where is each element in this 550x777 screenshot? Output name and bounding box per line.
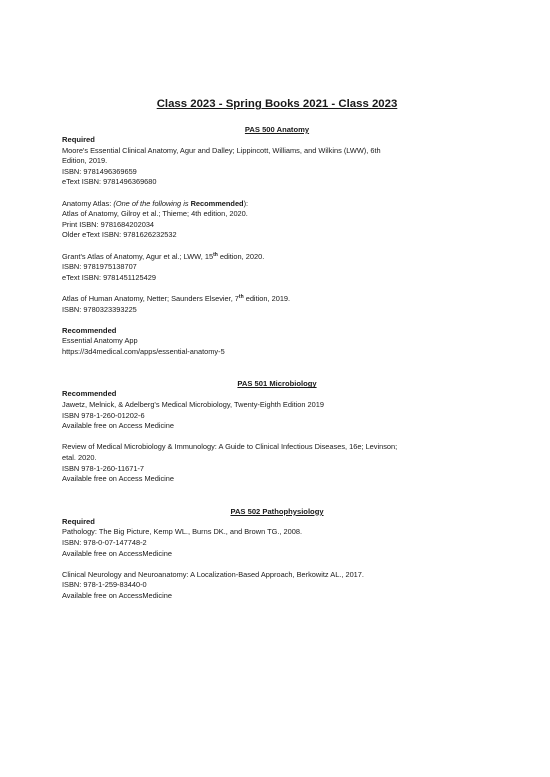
book-entry-text: Review of Medical Microbiology & Immunology: A Guide to Clinical Infectious Diseases, 16e; Levinson; xyxy=(62,442,398,452)
section-pas-502 xyxy=(62,507,492,602)
required-label: Required xyxy=(62,516,95,526)
book-entry-text: Moore's Essential Clinical Anatomy, Agur and Dalley; Lippincott, Williams, and Wilkins (LWW), 6th xyxy=(62,145,381,155)
availability-text: Available free on Access Medicine xyxy=(62,474,175,484)
netter-superscript: th xyxy=(238,293,244,300)
app-url: https://3d4medical.com/apps/essential-anatomy-5 xyxy=(62,346,225,356)
isbn-text: ISBN 978-1-260-11671-7 xyxy=(62,463,145,473)
book-entry-text: Atlas of Anatomy, Gilroy et al.; Thieme; 4th edition, 2020. xyxy=(62,209,248,219)
grant-text: Grant's Atlas of Anatomy, Agur et al.; LWW, 15 xyxy=(62,251,214,261)
book-entry-text: Edition, 2019. xyxy=(62,156,108,166)
book-entry-text xyxy=(62,252,492,263)
availability-text: Available free on AccessMedicine xyxy=(62,548,172,558)
book-entry-text: Jawetz, Melnick, & Adelberg's Medical Microbiology, Twenty-Eighth Edition 2019 xyxy=(62,400,324,410)
isbn-text: Print ISBN: 9781684202034 xyxy=(62,219,155,229)
book-entry-text: etal. 2020. xyxy=(62,453,97,463)
netter-text-end: edition, 2019. xyxy=(243,293,291,303)
recommended-label: Recommended xyxy=(62,389,117,399)
required-label: Required xyxy=(62,135,95,144)
book-entry-text: Clinical Neurology and Neuroanatomy: A Localization-Based Approach, Berkowitz AL., 2017. xyxy=(62,569,364,579)
availability-text: Available free on Access Medicine xyxy=(62,421,175,431)
atlas-intro-label: Anatomy Atlas: xyxy=(62,198,114,208)
recommended-label: Recommended xyxy=(62,325,117,335)
grant-text-end: edition, 2020. xyxy=(217,251,265,261)
etext-isbn-text: eText ISBN: 9781451125429 xyxy=(62,272,156,282)
isbn-text: ISBN: 9781975138707 xyxy=(62,262,137,272)
isbn-text: ISBN: 9780323393225 xyxy=(62,304,137,314)
isbn-text: ISBN 978-1-260-01202-6 xyxy=(62,410,145,420)
isbn-text: ISBN: 9781496369659 xyxy=(62,166,137,176)
book-entry-text: Pathology: The Big Picture, Kemp WL., Burns DK., and Brown TG., 2008. xyxy=(62,527,303,537)
etext-isbn-text: Older eText ISBN: 9781626232532 xyxy=(62,230,177,240)
atlas-intro-recommended: Recommended xyxy=(190,198,244,208)
atlas-intro-note: (One of the following is xyxy=(113,198,191,208)
availability-text: Available free on AccessMedicine xyxy=(62,590,172,600)
document-content xyxy=(62,97,492,602)
atlas-intro xyxy=(62,199,492,210)
section-heading: PAS 500 Anatomy xyxy=(244,125,310,134)
app-name: Essential Anatomy App xyxy=(62,336,138,346)
etext-isbn-text: eText ISBN: 9781496369680 xyxy=(62,177,157,187)
section-pas-501 xyxy=(62,379,492,484)
section-pas-500 xyxy=(62,125,492,357)
section-heading: PAS 501 Microbiology xyxy=(237,379,317,389)
isbn-text: ISBN: 978-0-07-147748-2 xyxy=(62,538,147,547)
grant-superscript: th xyxy=(213,251,218,258)
document-title: Class 2023 - Spring Books 2021 - Class 2023 xyxy=(156,98,398,110)
netter-text: Atlas of Human Anatomy, Netter; Saunders Elsevier, 7 xyxy=(62,293,239,303)
isbn-text: ISBN: 978-1-259-83440-0 xyxy=(62,580,147,590)
atlas-intro-end: ): xyxy=(243,198,249,208)
book-entry-text xyxy=(62,294,492,305)
section-heading: PAS 502 Pathophysiology xyxy=(230,506,324,516)
